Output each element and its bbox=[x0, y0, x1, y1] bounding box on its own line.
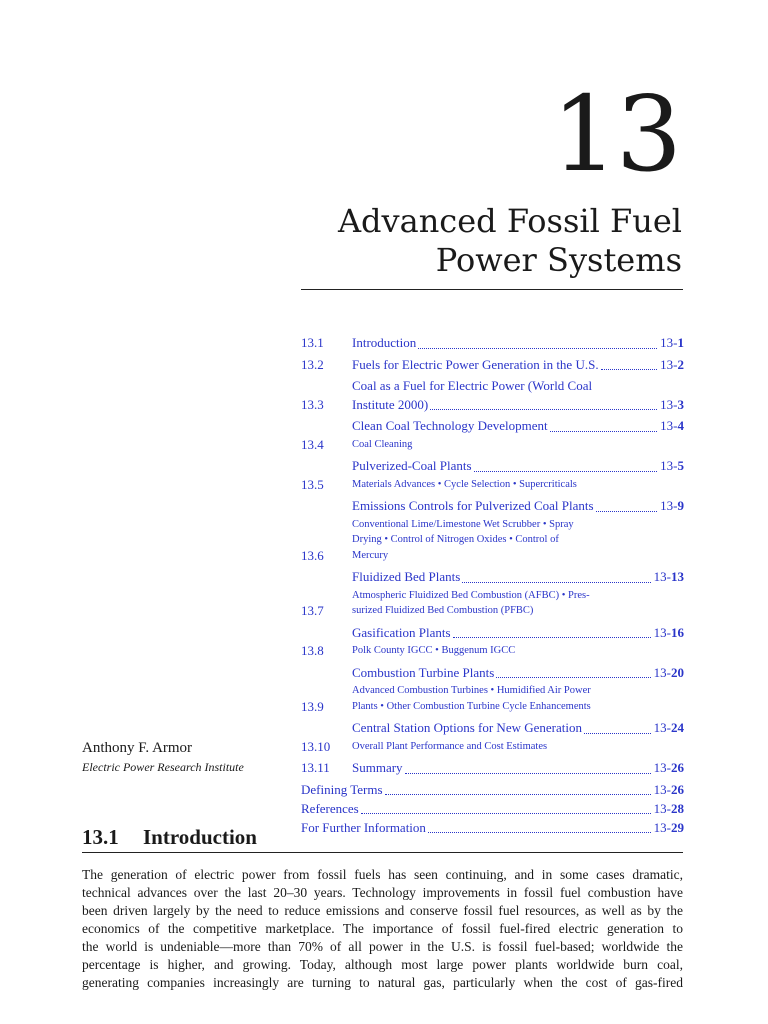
toc-entry-title[interactable]: Clean Coal Technology Development bbox=[352, 418, 548, 433]
toc-back-matter-title[interactable]: References bbox=[301, 800, 359, 816]
body-text-line: The generation of electric power from fossil fuels has seen continuing, and in some cases dramatic, bbox=[82, 867, 683, 882]
toc-entry[interactable] bbox=[301, 568, 684, 621]
toc-row[interactable] bbox=[301, 568, 684, 621]
toc-entry-line[interactable] bbox=[352, 497, 684, 516]
toc-entry-title[interactable]: Combustion Turbine Plants bbox=[352, 664, 495, 680]
toc-leader-dots bbox=[430, 409, 657, 410]
toc-leader-dots bbox=[462, 582, 650, 583]
toc-page-value: 1 bbox=[677, 335, 684, 350]
toc-entry[interactable] bbox=[301, 356, 684, 375]
toc-leader-dots bbox=[496, 677, 650, 678]
toc-entry[interactable] bbox=[301, 624, 684, 661]
toc-entry-body bbox=[352, 334, 684, 353]
toc-entry-body bbox=[352, 457, 684, 494]
toc-page-prefix: 13- bbox=[653, 800, 671, 816]
toc-entry-number: 13.2 bbox=[301, 356, 324, 372]
toc-leader-dots bbox=[596, 511, 658, 512]
toc-entry-title[interactable]: Introduction bbox=[352, 335, 417, 350]
toc-page-prefix: 13- bbox=[660, 418, 678, 433]
table-of-contents bbox=[301, 334, 684, 838]
toc-subtopics bbox=[352, 517, 684, 564]
body-text-line: economics of the competitive marketplace. The importance of fossil fuel-fired electric generation to bbox=[82, 921, 683, 936]
toc-entry[interactable] bbox=[301, 759, 684, 778]
toc-entry-title[interactable]: Gasification Plants bbox=[352, 624, 451, 640]
toc-entry-number: 13.10 bbox=[301, 738, 331, 754]
toc-entry-number: 13.1 bbox=[301, 335, 324, 350]
toc-page-value: 4 bbox=[677, 418, 684, 433]
toc-leader-dots bbox=[550, 431, 658, 432]
toc-page-number[interactable] bbox=[654, 719, 684, 738]
toc-page-value: 20 bbox=[671, 664, 684, 680]
toc-entry-line[interactable] bbox=[352, 334, 684, 353]
toc-leader-dots bbox=[405, 773, 651, 774]
toc-subtopic-line: surized Fluidized Bed Combustion (PFBC) bbox=[352, 605, 534, 616]
toc-entry-number: 13.7 bbox=[301, 603, 324, 618]
toc-entry-line[interactable] bbox=[352, 624, 684, 643]
toc-page-prefix: 13- bbox=[660, 356, 678, 372]
toc-subtopic-line: Mercury bbox=[352, 549, 389, 561]
toc-page-number[interactable] bbox=[660, 356, 684, 375]
toc-page-number[interactable] bbox=[654, 759, 684, 778]
toc-entry-body bbox=[352, 719, 684, 756]
toc-back-matter-item[interactable] bbox=[301, 800, 684, 819]
toc-page-value: 3 bbox=[677, 396, 684, 412]
toc-subtopics bbox=[352, 588, 684, 619]
toc-entry-title[interactable]: Institute 2000) bbox=[352, 396, 429, 412]
toc-entry-number: 13.9 bbox=[301, 698, 324, 714]
toc-back-matter-title[interactable]: For Further Information bbox=[301, 819, 426, 835]
toc-entry-title[interactable]: Summary bbox=[352, 760, 403, 775]
toc-page-prefix: 13- bbox=[653, 664, 671, 680]
toc-entry[interactable] bbox=[301, 334, 684, 353]
toc-row[interactable] bbox=[301, 759, 684, 778]
toc-subtopic-line: Coal Cleaning bbox=[352, 438, 413, 450]
toc-subtopic-line: Drying • Control of Nitrogen Oxides • Control of bbox=[352, 534, 559, 545]
toc-subtopics bbox=[352, 643, 684, 659]
toc-leader-dots bbox=[601, 369, 658, 370]
section-title: Introduction bbox=[143, 825, 257, 849]
toc-subtopic-line: Overall Plant Performance and Cost Estimates bbox=[352, 740, 548, 752]
author-affiliation: Electric Power Research Institute bbox=[82, 760, 244, 774]
toc-subtopic-line: Atmospheric Fluidized Bed Combustion (AFBC) • Pres- bbox=[352, 589, 590, 601]
toc-page-number[interactable] bbox=[654, 568, 684, 587]
chapter-title bbox=[338, 202, 682, 280]
toc-entry-body bbox=[352, 568, 684, 621]
body-text-line: generating companies increasingly are turning to natural gas, particularly when the cost of gas-fired bbox=[82, 975, 683, 990]
author-name: Anthony F. Armor bbox=[82, 740, 193, 756]
toc-page-value: 26 bbox=[671, 781, 684, 797]
toc-leader-dots bbox=[385, 794, 651, 795]
toc-entry-title[interactable]: Fluidized Bed Plants bbox=[352, 569, 461, 584]
toc-page-prefix: 13- bbox=[653, 760, 671, 775]
toc-entry-line[interactable] bbox=[352, 759, 684, 778]
body-text-line: percentage is higher, and growing. Today, although most large power plants worldwide burn coal, bbox=[82, 957, 683, 972]
toc-entry-title[interactable]: Emissions Controls for Pulverized Coal Plants bbox=[352, 498, 594, 513]
toc-entry-title-line[interactable]: Coal as a Fuel for Electric Power (World Coal bbox=[352, 378, 593, 393]
toc-row[interactable] bbox=[301, 334, 684, 353]
toc-entry-line[interactable] bbox=[352, 396, 684, 415]
toc-page-prefix: 13- bbox=[660, 335, 678, 350]
toc-entry-number: 13.11 bbox=[301, 760, 330, 775]
toc-row[interactable] bbox=[301, 664, 684, 717]
toc-entry-number: 13.5 bbox=[301, 476, 324, 492]
toc-page-number[interactable] bbox=[660, 334, 684, 353]
toc-row[interactable] bbox=[301, 356, 684, 375]
toc-subtopic-line: Conventional Lime/Limestone Wet Scrubber • Spray bbox=[352, 518, 574, 530]
toc-entry-line[interactable] bbox=[352, 417, 684, 436]
toc-page-prefix: 13- bbox=[660, 396, 678, 412]
toc-subtopics bbox=[352, 683, 684, 714]
toc-page-value: 26 bbox=[671, 760, 684, 775]
toc-entry-number: 13.4 bbox=[301, 436, 324, 452]
toc-entry-body bbox=[352, 759, 684, 778]
toc-page-prefix: 13- bbox=[653, 720, 671, 735]
toc-entry-title[interactable]: Fuels for Electric Power Generation in the U.S. bbox=[352, 356, 599, 372]
toc-page-prefix: 13- bbox=[653, 624, 671, 640]
toc-page-number[interactable] bbox=[660, 396, 684, 415]
toc-page-value: 29 bbox=[671, 819, 684, 835]
section-divider bbox=[82, 852, 683, 853]
toc-subtopics bbox=[352, 477, 684, 493]
toc-leader-dots bbox=[474, 471, 658, 472]
toc-row[interactable] bbox=[301, 377, 684, 414]
title-divider bbox=[301, 289, 683, 290]
toc-entry-line[interactable] bbox=[352, 568, 684, 587]
toc-entry-title[interactable]: Central Station Options for New Generation bbox=[352, 720, 582, 735]
toc-leader-dots bbox=[361, 813, 651, 814]
toc-back-matter-title[interactable]: Defining Terms bbox=[301, 781, 383, 797]
toc-page-value: 5 bbox=[677, 458, 684, 473]
chapter-title-line: Advanced Fossil Fuel bbox=[337, 202, 682, 240]
toc-page-number[interactable] bbox=[660, 497, 684, 516]
toc-back-matter-item[interactable] bbox=[301, 819, 684, 838]
toc-page-number[interactable] bbox=[660, 417, 684, 436]
toc-entry-line[interactable] bbox=[352, 719, 684, 738]
toc-entry-body bbox=[352, 356, 684, 375]
toc-subtopics bbox=[352, 437, 684, 453]
toc-page-prefix: 13- bbox=[653, 781, 671, 797]
toc-subtopic-line: Polk County IGCC • Buggenum IGCC bbox=[352, 645, 516, 656]
toc-entry[interactable] bbox=[301, 417, 684, 454]
toc-page-number[interactable] bbox=[660, 457, 684, 476]
toc-entry[interactable] bbox=[301, 719, 684, 756]
body-text-line: been driven largely by the need to reduce emissions and conserve fossil fuel resources, as well as by the bbox=[82, 903, 683, 918]
section-heading bbox=[82, 824, 257, 850]
toc-page-prefix: 13- bbox=[653, 819, 671, 835]
chapter-title-line: Power Systems bbox=[435, 241, 682, 279]
toc-subtopics bbox=[352, 739, 684, 755]
toc-row[interactable] bbox=[301, 497, 684, 565]
toc-subtopic-line: Materials Advances • Cycle Selection • Supercriticals bbox=[352, 478, 577, 490]
toc-leader-dots bbox=[428, 832, 651, 833]
toc-entry-number: 13.8 bbox=[301, 643, 324, 658]
toc-leader-dots bbox=[453, 637, 651, 638]
toc-entry-line[interactable] bbox=[352, 356, 684, 375]
body-paragraph bbox=[82, 866, 683, 992]
toc-row[interactable] bbox=[301, 417, 684, 454]
body-text-line: technical advances over the last 20–30 years. Technology improvements in fossil fuel combustion have bbox=[82, 885, 683, 900]
toc-page-prefix: 13- bbox=[660, 498, 678, 513]
toc-entry-body bbox=[352, 497, 684, 565]
toc-page-value: 16 bbox=[671, 624, 684, 640]
toc-entry-body bbox=[352, 377, 684, 414]
toc-entry-body bbox=[352, 664, 684, 717]
toc-entry[interactable] bbox=[301, 664, 684, 717]
toc-entry[interactable] bbox=[301, 457, 684, 494]
toc-page-value: 24 bbox=[671, 720, 684, 735]
section-number: 13.1 bbox=[82, 825, 119, 849]
toc-entry-number: 13.6 bbox=[301, 547, 324, 563]
body-text-line: the world is undeniable—more than 70% of all power in the U.S. is fossil fuel-based; worldwide the bbox=[82, 939, 683, 954]
toc-back-matter-item[interactable] bbox=[301, 781, 684, 800]
toc-entry-title[interactable]: Pulverized-Coal Plants bbox=[352, 458, 472, 473]
chapter-number: 13 bbox=[551, 73, 680, 195]
toc-back-matter bbox=[301, 781, 684, 838]
toc-row[interactable] bbox=[301, 719, 684, 756]
toc-page-number[interactable] bbox=[654, 819, 684, 838]
toc-entry-body bbox=[352, 624, 684, 661]
toc-leader-dots bbox=[584, 733, 651, 734]
toc-entry[interactable] bbox=[301, 497, 684, 565]
toc-page-number[interactable] bbox=[654, 624, 684, 643]
toc-leader-dots bbox=[418, 348, 657, 349]
toc-entry-line[interactable] bbox=[352, 457, 684, 476]
toc-page-prefix: 13- bbox=[653, 569, 671, 584]
toc-page-value: 13 bbox=[671, 569, 684, 584]
toc-entry-line[interactable] bbox=[352, 664, 684, 683]
toc-entry[interactable] bbox=[301, 377, 684, 414]
toc-page-prefix: 13- bbox=[660, 458, 678, 473]
toc-page-value: 28 bbox=[671, 800, 684, 816]
toc-entry-body bbox=[352, 417, 684, 454]
toc-page-number[interactable] bbox=[654, 781, 684, 800]
toc-page-number[interactable] bbox=[654, 664, 684, 683]
toc-entry-number: 13.3 bbox=[301, 396, 324, 412]
toc-subtopic-line: Plants • Other Combustion Turbine Cycle Enhancements bbox=[352, 700, 591, 712]
toc-page-value: 9 bbox=[677, 498, 684, 513]
toc-subtopic-line: Advanced Combustion Turbines • Humidified Air Power bbox=[352, 685, 591, 696]
toc-page-value: 2 bbox=[677, 356, 684, 372]
toc-row[interactable] bbox=[301, 457, 684, 494]
toc-page-number[interactable] bbox=[654, 800, 684, 819]
toc-row[interactable] bbox=[301, 624, 684, 661]
